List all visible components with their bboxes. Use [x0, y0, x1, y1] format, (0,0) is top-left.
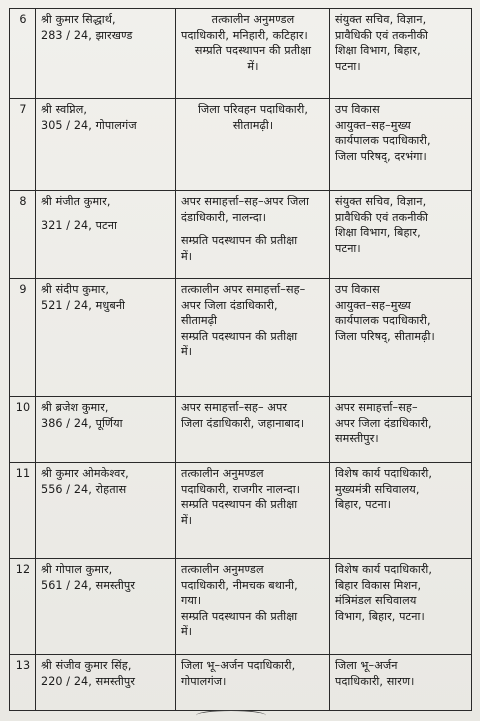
current-posting-line: जिला दंडाधिकारी, जहानाबाद। [181, 416, 305, 430]
current-posting-line: तत्कालीन अनुमण्डल [211, 13, 295, 26]
new-posting-line: विशेष कार्य पदाधिकारी, [335, 563, 433, 576]
current-posting-line: पदाधिकारी, मनिहारी, कटिहार। [181, 28, 308, 42]
officer-name [36, 279, 176, 397]
officer-name-line: श्री स्वप्निल, [41, 103, 88, 116]
new-posting-line: पटना। [335, 241, 361, 255]
current-posting-line: सीतामढ़ी [181, 314, 218, 327]
table-row [10, 279, 472, 397]
current-posting-line: अपर समाहर्त्ता–सह– अपर [181, 401, 288, 414]
current-posting [176, 397, 330, 463]
new-posting-line: जिला भू–अर्जन [335, 659, 398, 672]
serial-number: 13 [10, 655, 36, 711]
table-row [10, 655, 472, 711]
new-posting-line: उप विकास [335, 103, 380, 116]
current-posting-line: पदाधिकारी, राजगीर नालन्दा। [181, 482, 301, 496]
new-posting-line: शिक्षा विभाग, बिहार, [335, 226, 421, 239]
officer-name-line: श्री संदीप कुमार, [41, 283, 109, 296]
current-posting [176, 191, 330, 279]
officer-name-line: श्री कुमार ओमकेश्वर, [41, 467, 129, 480]
officer-name [36, 99, 176, 191]
new-posting [330, 279, 472, 397]
officer-batch-line: 561 / 24, समस्तीपुर [41, 578, 135, 592]
new-posting-line: जिला परिषद्, दरभंगा। [335, 149, 427, 163]
current-posting-line: तत्कालीन अपर समाहर्त्ता–सह– [181, 283, 306, 296]
signature-stroke [196, 710, 266, 721]
current-posting-line: पदाधिकारी, नीमचक बथानी, [181, 578, 298, 592]
current-posting-line: सम्प्रति पदस्थापन की प्रतीक्षा [181, 329, 298, 343]
current-posting-line: सम्प्रति पदस्थापन की प्रतीक्षा [181, 234, 298, 247]
officer-batch-line: 220 / 24, समस्तीपुर [41, 674, 135, 688]
new-posting-line: कार्यपालक पदाधिकारी, [335, 314, 431, 327]
officer-name [36, 463, 176, 559]
current-posting-line: अपर जिला दंडाधिकारी, [181, 298, 278, 312]
new-posting-line: पटना। [335, 59, 361, 73]
new-posting-line: प्रावैधिकी एवं तकनीकी [335, 28, 429, 42]
new-posting-line: प्रावैधिकी एवं तकनीकी [335, 210, 429, 224]
current-posting-line: तत्कालीन अनुमण्डल [181, 467, 264, 480]
new-posting-line: आयुक्त–सह–मुख्य [335, 118, 411, 132]
current-posting-line: में। [181, 249, 193, 263]
current-posting-line: सम्प्रति पदस्थापन की प्रतीक्षा [181, 498, 298, 511]
new-posting-line: शिक्षा विभाग, बिहार, [335, 44, 421, 57]
officer-name-line: श्री ब्रजेश कुमार, [41, 401, 109, 414]
officer-name [36, 655, 176, 711]
new-posting-line: कार्यपालक पदाधिकारी, [335, 134, 431, 147]
posting-table [9, 8, 472, 711]
table-row [10, 9, 472, 99]
new-posting-line: मंत्रिमंडल सचिवालय [335, 594, 417, 607]
new-posting-line: पदाधिकारी, सारण। [335, 674, 415, 688]
table-row [10, 397, 472, 463]
new-posting [330, 655, 472, 711]
new-posting [330, 9, 472, 99]
new-posting-line: विशेष कार्य पदाधिकारी, [335, 467, 433, 480]
officer-name [36, 397, 176, 463]
new-posting-line: अपर जिला दंडाधिकारी, [335, 416, 432, 430]
current-posting [176, 559, 330, 655]
current-posting-line: गोपालगंज। [181, 674, 227, 688]
table-row [10, 99, 472, 191]
serial-number: 9 [10, 279, 36, 397]
new-posting [330, 397, 472, 463]
new-posting-line: विभाग, बिहार, पटना। [335, 609, 425, 623]
current-posting-line: दंडाधिकारी, नालन्दा। [181, 210, 267, 224]
officer-batch-line: 521 / 24, मधुबनी [41, 298, 126, 312]
current-posting-line: गया। [181, 594, 202, 607]
current-posting-line: जिला भू–अर्जन पदाधिकारी, [181, 659, 296, 672]
officer-name-line: श्री संजीव कुमार सिंह, [41, 659, 132, 672]
table-row [10, 463, 472, 559]
serial-number: 11 [10, 463, 36, 559]
current-posting-line: सीतामढ़ी। [232, 118, 274, 132]
current-posting-line: में। [247, 59, 259, 73]
officer-name [36, 559, 176, 655]
current-posting [176, 99, 330, 191]
current-posting [176, 279, 330, 397]
officer-name-line: श्री गोपाल कुमार, [41, 563, 113, 576]
table-row [10, 191, 472, 279]
new-posting [330, 99, 472, 191]
current-posting-line: में। [181, 345, 193, 358]
new-posting-line: अपर समाहर्त्ता–सह– [335, 401, 418, 414]
current-posting-line: अपर समाहर्त्ता–सह–अपर जिला [181, 195, 309, 208]
current-posting-line: सम्प्रति पदस्थापन की प्रतीक्षा [181, 609, 298, 623]
new-posting [330, 191, 472, 279]
current-posting-line: जिला परिवहन पदाधिकारी, [198, 103, 308, 116]
officer-name-line: श्री मंजीत कुमार, [41, 195, 111, 208]
serial-number: 7 [10, 99, 36, 191]
serial-number: 8 [10, 191, 36, 279]
new-posting-line: जिला परिषद्, सीतामढ़ी। [335, 329, 435, 343]
new-posting-line: बिहार, पटना। [335, 498, 392, 511]
officer-name-line: श्री कुमार सिद्धार्थ, [41, 13, 116, 26]
officer-name [36, 9, 176, 99]
current-posting-line: में। [181, 513, 193, 527]
serial-number: 12 [10, 559, 36, 655]
current-posting-line: तत्कालीन अनुमण्डल [181, 563, 264, 576]
new-posting-line: आयुक्त–सह–मुख्य [335, 298, 411, 312]
current-posting-line: में। [181, 625, 193, 638]
new-posting-line: समस्तीपुर। [335, 432, 379, 445]
current-posting [176, 655, 330, 711]
serial-number: 6 [10, 9, 36, 99]
current-posting-line: सम्प्रति पदस्थापन की प्रतीक्षा [194, 44, 312, 57]
new-posting-line: संयुक्त सचिव, विज्ञान, [335, 13, 427, 26]
current-posting [176, 9, 330, 99]
new-posting [330, 463, 472, 559]
new-posting-line: उप विकास [335, 283, 380, 296]
new-posting-line: बिहार विकास मिशन, [335, 578, 422, 592]
current-posting [176, 463, 330, 559]
table-row [10, 559, 472, 655]
officer-batch-line: 305 / 24, गोपालगंज [41, 118, 137, 132]
officer-batch-line: 386 / 24, पूर्णिया [41, 416, 123, 430]
serial-number: 10 [10, 397, 36, 463]
new-posting-line: संयुक्त सचिव, विज्ञान, [335, 195, 427, 208]
officer-name [36, 191, 176, 279]
officer-batch-line: 556 / 24, रोहतास [41, 482, 127, 496]
officer-batch-line: 283 / 24, झारखण्ड [41, 28, 133, 42]
officer-batch-line: 321 / 24, पटना [41, 218, 117, 232]
new-posting-line: मुख्यमंत्री सचिवालय, [335, 482, 420, 496]
new-posting [330, 559, 472, 655]
